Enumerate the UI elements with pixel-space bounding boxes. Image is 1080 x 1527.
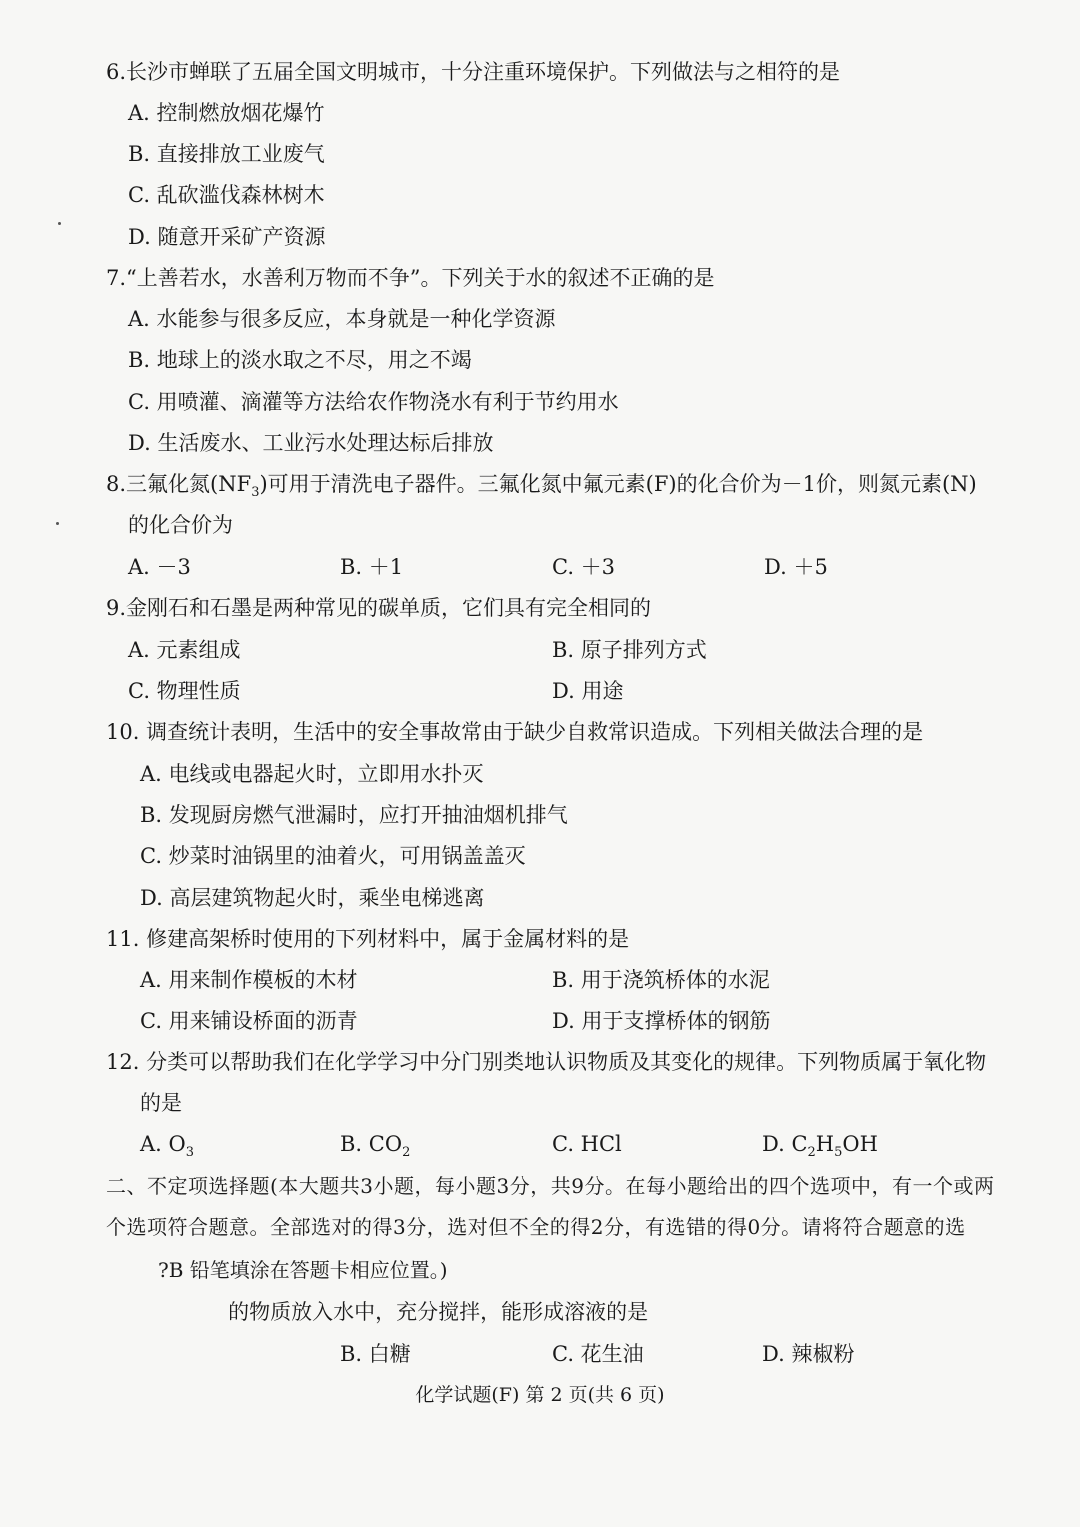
question-6-option-c: C. 乱砍滥伐森林树木 [128, 183, 325, 207]
question-6-option-b: B. 直接排放工业废气 [128, 142, 325, 166]
question-13-option-b: B. 白糖 [340, 1342, 411, 1366]
question-8-stem: 8.三氟化氮$(NF_3)$可用于清洗电子器件。三氟化氮中氟元素(F)的化合价为－1价，则氮元素(N) [106, 472, 977, 501]
question-6-option-d: D. 随意开采矿产资源 [128, 225, 326, 249]
section-2-instructions-line3: ?B 铅笔填涂在答题卡相应位置。) [158, 1258, 448, 1282]
question-13-stem: 的物质放入水中，充分搅拌，能形成溶液的是 [226, 1300, 649, 1324]
question-9-option-c: C. 物理性质 [128, 679, 241, 703]
scan-dot [58, 222, 61, 225]
question-11-option-d: D. 用于支撑桥体的钢筋 [552, 1009, 771, 1033]
question-10-option-c: C. 炒菜时油锅里的油着火，可用锅盖盖灭 [140, 844, 526, 868]
question-11-stem: 11. 修建高架桥时使用的下列材料中，属于金属材料的是 [106, 927, 630, 951]
page-footer: 化学试题(F) 第 2 页(共 6 页) [415, 1384, 665, 1406]
section-2-instructions-line2: 个选项符合题意。全部选对的得3分，选对但不全的得2分，有选错的得0分。请将符合题意的选 [106, 1215, 966, 1239]
question-8-option-b: B. ＋1 [340, 555, 404, 579]
question-8-option-a: A. －3 [128, 555, 191, 579]
question-12-option-a: A. $O_3$ [140, 1132, 195, 1161]
section-2-instructions-line1: 二、不定项选择题(本大题共3小题，每小题3分，共9分。在每小题给出的四个选项中，有一个或两 [106, 1174, 995, 1198]
question-7-option-b: B. 地球上的淡水取之不尽，用之不竭 [128, 348, 472, 372]
question-12-option-b: B. $CO_2$ [340, 1132, 411, 1161]
question-8-option-d: D. ＋5 [764, 555, 828, 579]
question-10-stem: 10. 调查统计表明，生活中的安全事故常由于缺少自救常识造成。下列相关做法合理的是 [106, 720, 924, 744]
question-8-option-c: C. ＋3 [552, 555, 616, 579]
scan-dot [56, 522, 59, 525]
question-10-option-a: A. 电线或电器起火时，立即用水扑灭 [140, 762, 484, 786]
question-12-stem-cont: 的是 [140, 1091, 182, 1115]
question-7-stem: 7.“上善若水，水善利万物而不争”。下列关于水的叙述不正确的是 [106, 266, 715, 290]
question-8-stem-cont: 的化合价为 [128, 513, 233, 537]
question-11-option-c: C. 用来铺设桥面的沥青 [140, 1009, 358, 1033]
question-13-option-d: D. 辣椒粉 [762, 1342, 855, 1366]
question-7-option-d: D. 生活废水、工业污水处理达标后排放 [128, 431, 494, 455]
question-12-option-c: C. HCl [552, 1132, 622, 1156]
question-7-option-a: A. 水能参与很多反应，本身就是一种化学资源 [128, 307, 556, 331]
question-9-option-d: D. 用途 [552, 679, 624, 703]
question-11-option-b: B. 用于浇筑桥体的水泥 [552, 968, 770, 992]
question-6-option-a: A. 控制燃放烟花爆竹 [128, 101, 325, 125]
question-7-option-c: C. 用喷灌、滴灌等方法给农作物浇水有利于节约用水 [128, 390, 619, 414]
question-6-stem: 6.长沙市蝉联了五届全国文明城市，十分注重环境保护。下列做法与之相符的是 [106, 60, 841, 84]
question-11-option-a: A. 用来制作模板的木材 [140, 968, 358, 992]
question-10-option-b: B. 发现厨房燃气泄漏时，应打开抽油烟机排气 [140, 803, 568, 827]
question-9-option-b: B. 原子排列方式 [552, 638, 707, 662]
question-10-option-d: D. 高层建筑物起火时，乘坐电梯逃离 [140, 886, 485, 910]
question-13-option-c: C. 花生油 [552, 1342, 644, 1366]
question-12-stem: 12. 分类可以帮助我们在化学学习中分门别类地认识物质及其变化的规律。下列物质属于氧化物 [106, 1050, 987, 1074]
question-9-stem: 9.金刚石和石墨是两种常见的碳单质，它们具有完全相同的 [106, 596, 652, 620]
question-9-option-a: A. 元素组成 [128, 638, 241, 662]
question-12-option-d: D. $C_2H_5OH$ [762, 1132, 878, 1161]
